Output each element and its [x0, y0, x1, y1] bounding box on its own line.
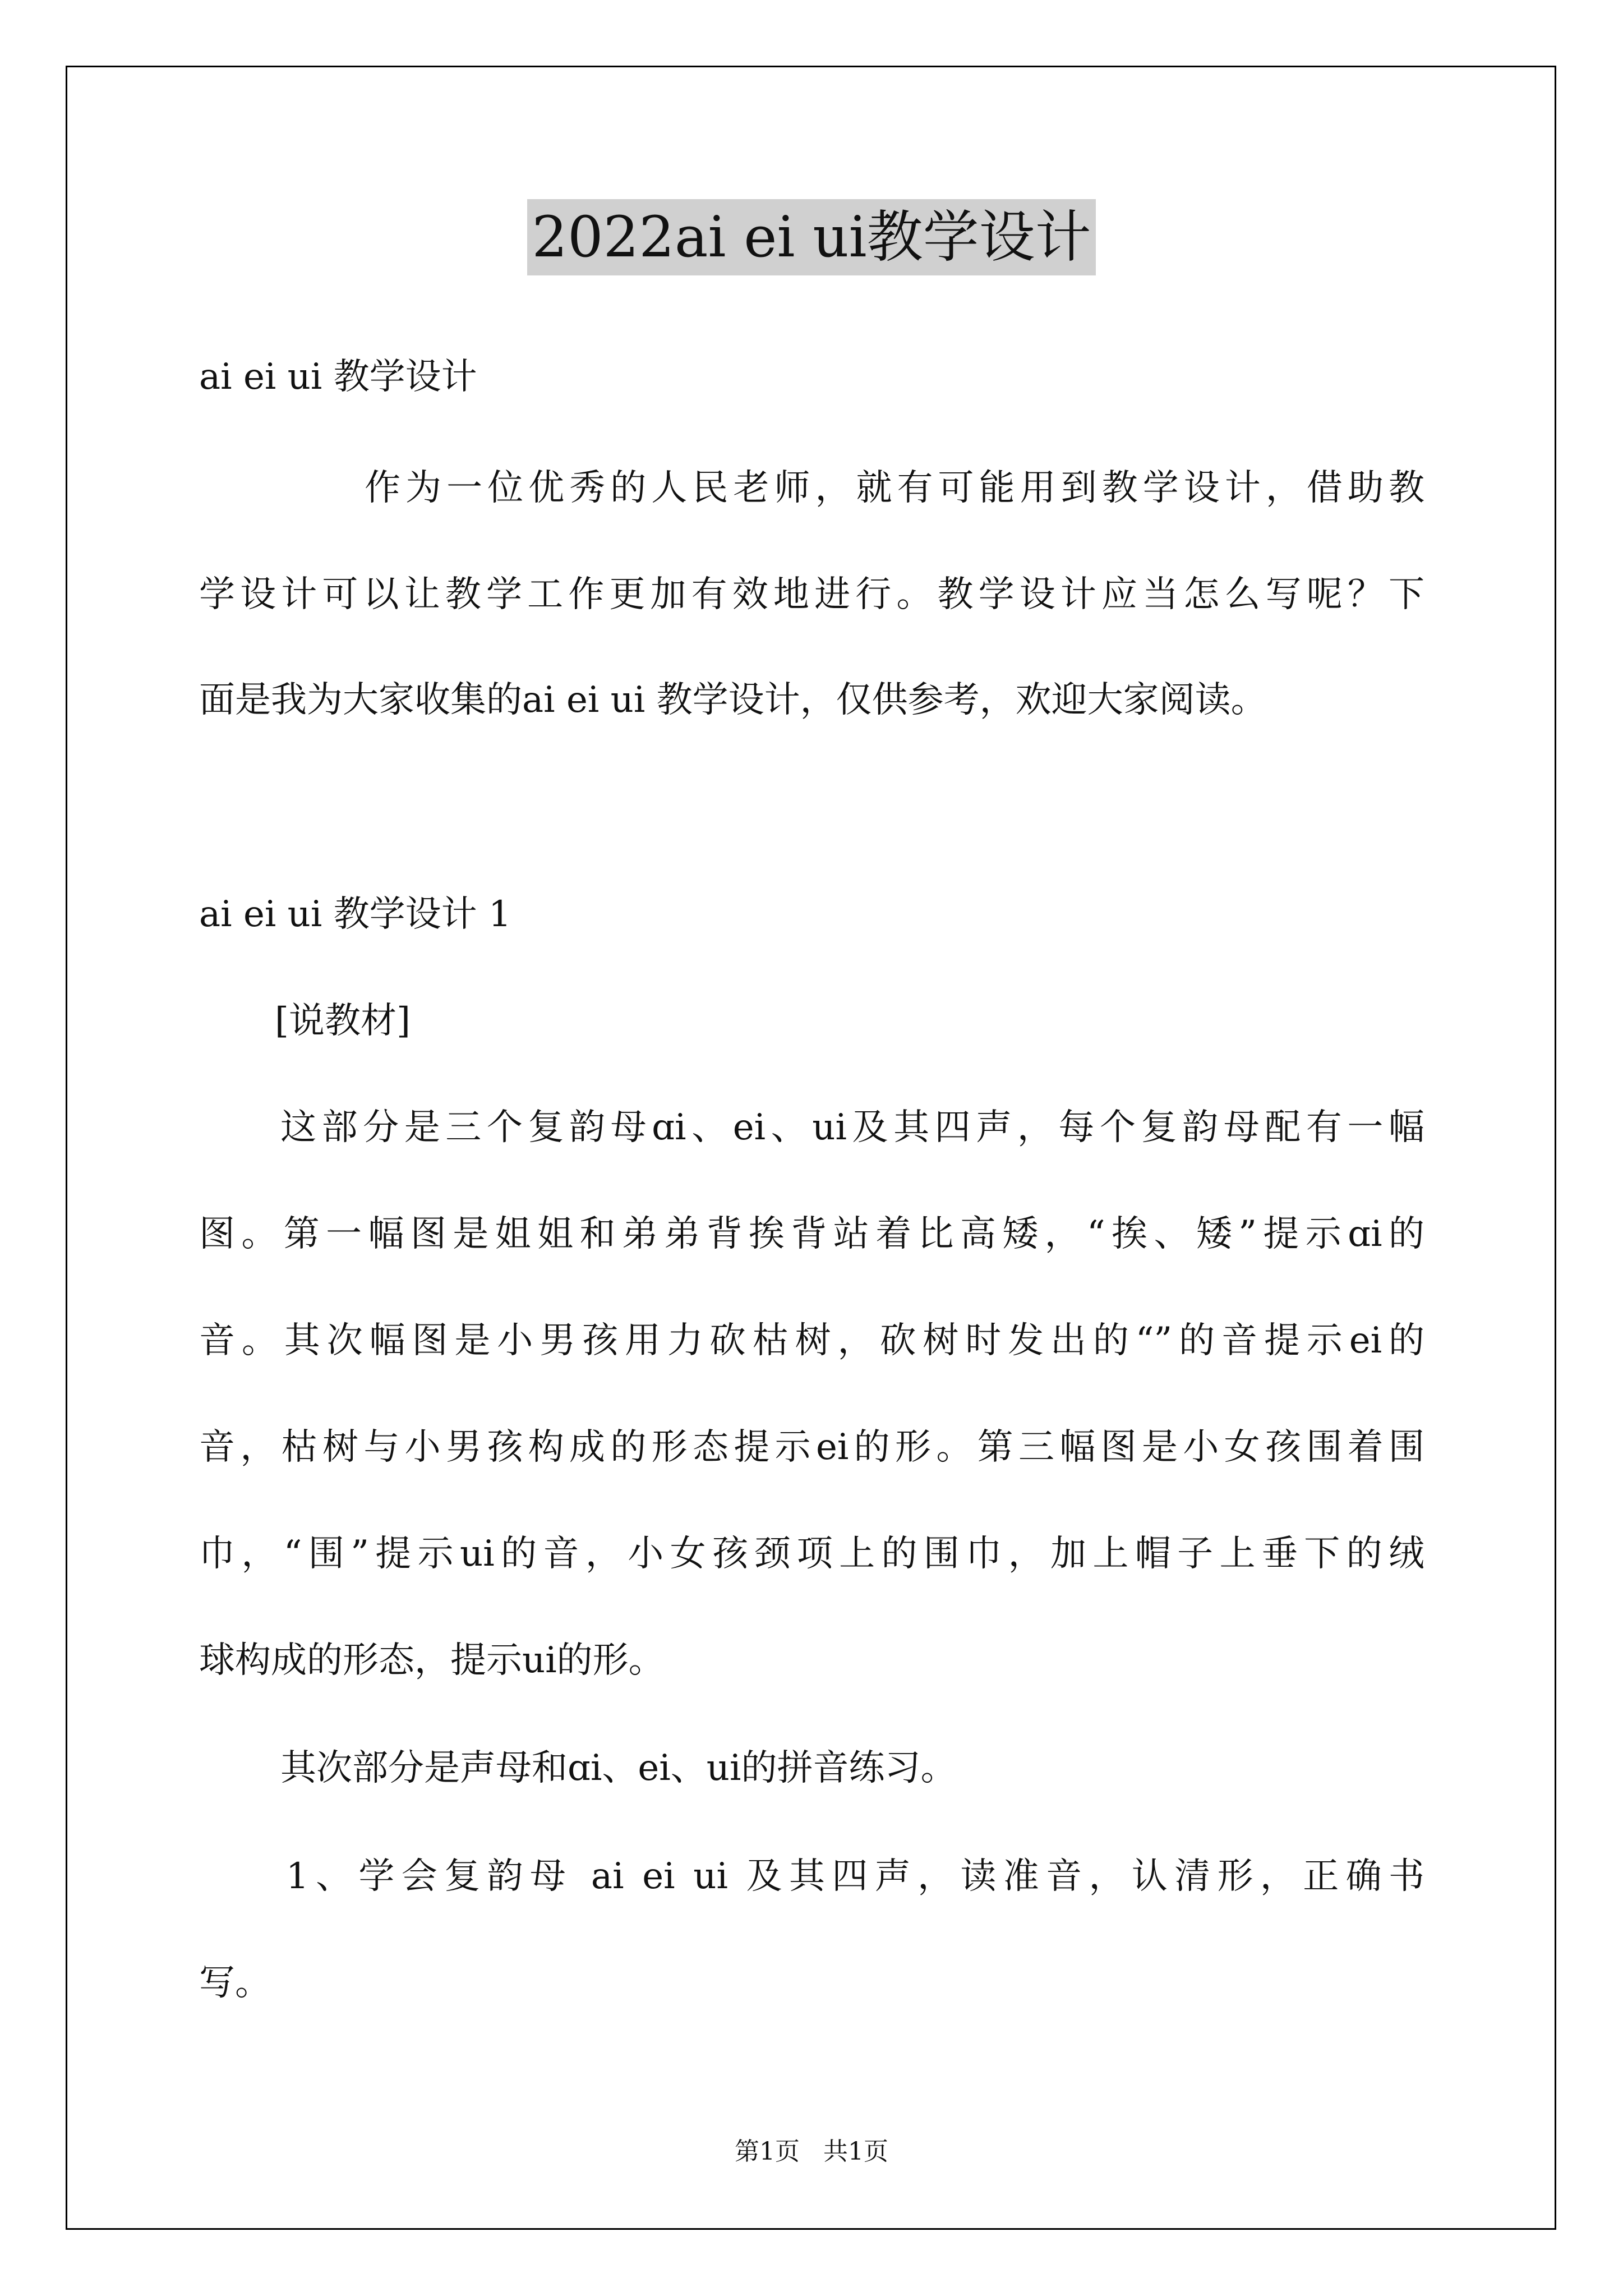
paragraph1-line-1: 这部分是三个复韵母ɑi、ei、ui及其四声，每个复韵母配有一幅: [280, 1107, 1424, 1148]
intro-line-3: 面是我为大家收集的ai ei ui 教学设计，仅供参考，欢迎大家阅读。: [199, 679, 1267, 721]
intro-line-1: 作为一位优秀的人民老师，就有可能用到教学设计，借助教: [365, 467, 1424, 509]
paragraph1-line-6: 球构成的形态，提示ui的形。: [199, 1640, 665, 1681]
paragraph1-line-5: 巾，“围”提示ui的音，小女孩颈项上的围巾，加上帽子上垂下的绒: [199, 1533, 1424, 1575]
document-title: 2022ai ei ui教学设计: [527, 199, 1095, 275]
intro-line-2: 学设计可以让教学工作更加有效地进行。教学设计应当怎么写呢？下: [199, 574, 1424, 615]
section-label: [说教材]: [275, 1000, 411, 1042]
paragraph1-line-2: 图。第一幅图是姐姐和弟弟背挨背站着比高矮，“挨、矮”提示ɑi的: [199, 1213, 1424, 1255]
paragraph3-line-2: 写。: [199, 1962, 271, 2004]
paragraph2: 其次部分是声母和ɑi、ei、ui的拼音练习。: [280, 1747, 957, 1789]
paragraph3-line-1: 1、学会复韵母 ai ei ui 及其四声，读准音，认清形，正确书: [286, 1856, 1424, 1897]
title-container: [0, 199, 1623, 275]
page-footer: 第1页 共1页: [735, 2137, 888, 2166]
paragraph1-line-4: 音，枯树与小男孩构成的形态提示ei的形。第三幅图是小女孩围着围: [199, 1427, 1424, 1468]
document-subtitle: ai ei ui 教学设计: [199, 356, 477, 398]
paragraph1-line-3: 音。其次幅图是小男孩用力砍枯树，砍树时发出的“”的音提示ei的: [199, 1320, 1424, 1361]
section-heading: ai ei ui 教学设计 1: [199, 894, 511, 935]
